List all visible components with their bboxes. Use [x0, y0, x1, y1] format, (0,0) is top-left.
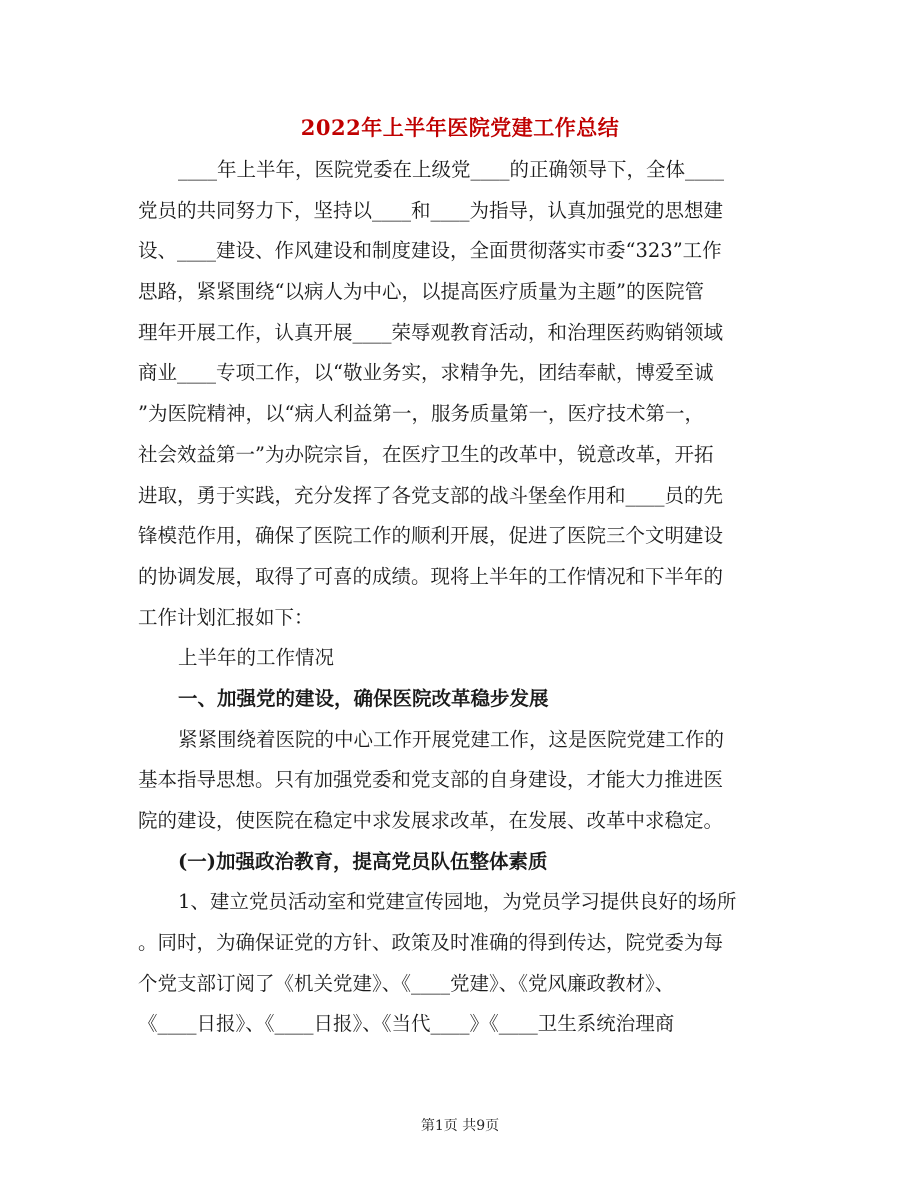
section-heading: 一、加强党的建设，确保医院改革稳步发展: [178, 686, 549, 710]
text-line: 1、建立党员活动室和党建宣传园地，为党员学习提供良好的场所: [178, 890, 737, 914]
text-line: 进取，勇于实践，充分发挥了各党支部的战斗堡垒作用和____员的先: [138, 483, 724, 507]
text-line: 党员的共同努力下，坚持以____和____为指导，认真加强党的思想建: [138, 198, 724, 222]
text-line: 《____日报》、《____日报》、《当代____》《____卫生系统治理商: [138, 1012, 675, 1036]
text-line: ”为医院精神，以“病人利益第一，服务质量第一，医疗技术第一，: [138, 402, 704, 426]
text-line: 紧紧围绕着医院的中心工作开展党建工作，这是医院党建工作的: [178, 727, 725, 751]
page-footer: 第1页 共9页: [420, 1118, 500, 1134]
text-line: 设、____建设、作风建设和制度建设，全面贯彻落实市委“323”工作: [138, 239, 722, 263]
text-line: 基本指导思想。只有加强党委和党支部的自身建设，才能大力推进医: [138, 768, 724, 792]
text-line: 院的建设，使医院在稳定中求发展求改革，在发展、改革中求稳定。: [138, 809, 724, 832]
text-line: ____年上半年，医院党委在上级党____的正确领导下，全体____: [178, 158, 725, 181]
text-line: 锋模范作用，确保了医院工作的顺利开展，促进了医院三个文明建设: [138, 524, 724, 548]
text-line: 个党支部订阅了《机关党建》、《____党建》、《党风廉政教材》、: [138, 971, 675, 995]
text-line: 上半年的工作情况: [178, 646, 335, 670]
section-heading: (一)加强政治教育，提高党员队伍整体素质: [178, 849, 548, 873]
text-line: 理年开展工作，认真开展____荣辱观教育活动，和治理医药购销领域: [138, 320, 724, 344]
document-title: 2022年上半年医院党建工作总结: [300, 115, 620, 140]
text-line: 的协调发展，取得了可喜的成绩。现将上半年的工作情况和下半年的: [138, 564, 724, 588]
text-line: 思路，紧紧围绕“以病人为中心，以提高医疗质量为主题”的医院管: [138, 280, 704, 304]
text-line: 商业____专项工作，以“敬业务实，求精争先，团结奉献，博爱至诚: [138, 361, 714, 385]
document-body: [138, 155, 784, 1050]
text-line: 。同时，为确保证党的方针、政策及时准确的得到传达，院党委为每: [138, 931, 724, 955]
text-line: 社会效益第一”为办院宗旨，在医疗卫生的改革中，锐意改革，开拓: [138, 442, 714, 466]
text-line: 工作计划汇报如下：: [138, 605, 314, 629]
